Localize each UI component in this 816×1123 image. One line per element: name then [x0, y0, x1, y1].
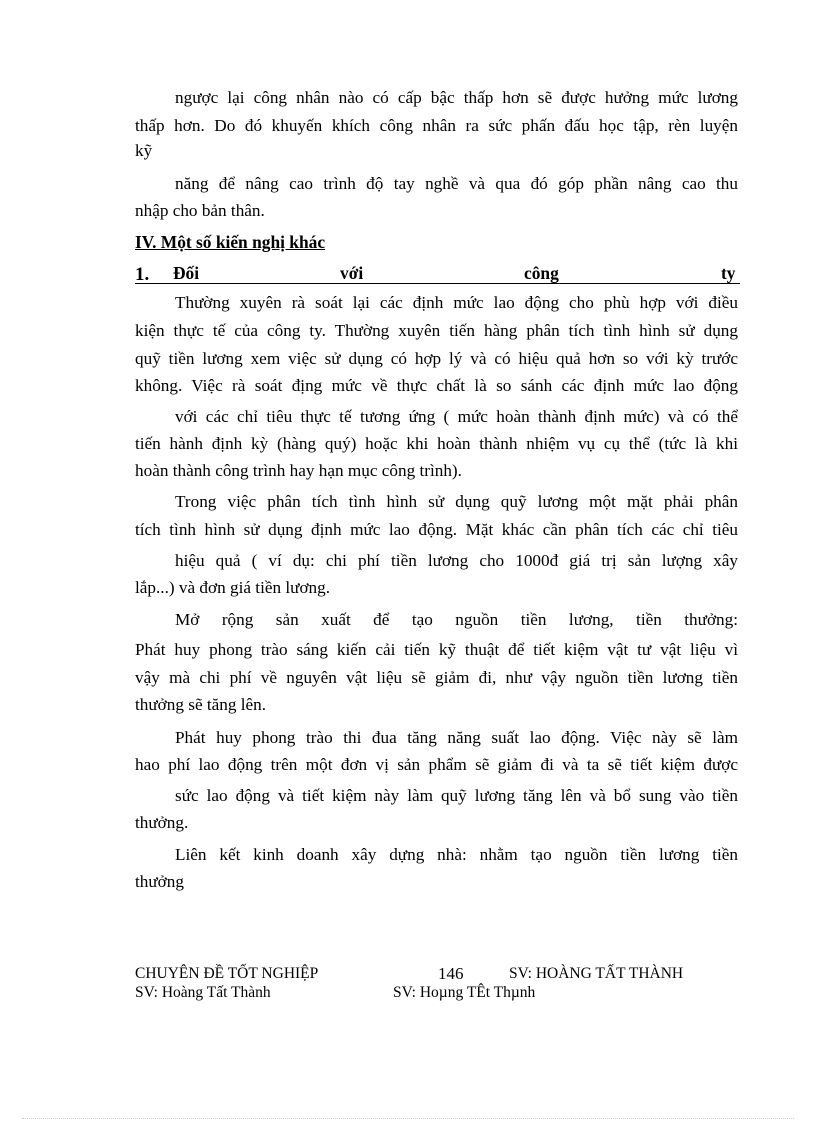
- text-line: Thường xuyên rà soát lại các định mức lao động cho phù hợp với điều: [175, 293, 738, 312]
- text-line: sức lao động và tiết kiệm này làm quỹ lương tăng lên và bổ sung vào tiền: [175, 786, 738, 805]
- text-line: hiệu quả ( ví dụ: chi phí tiền lương cho 1000đ giá trị sản lượng xây: [175, 551, 738, 570]
- text-line: Trong việc phân tích tình hình sử dụng quỹ lương một mặt phải phân: [175, 492, 738, 511]
- text-line: tiến hành định kỳ (hàng quý) hoặc khi hoàn thành nhiệm vụ cụ thể (tức là khi: [135, 434, 738, 453]
- section-heading: IV. Một số kiến nghị khác: [135, 232, 326, 252]
- subheading-word: công: [524, 263, 559, 283]
- footer-title: CHUYÊN ĐỀ TỐT NGHIỆP: [135, 965, 319, 982]
- text-line: thưởng sẽ tăng lên.: [135, 695, 267, 714]
- text-line: thưởng.: [135, 813, 189, 832]
- text-line: vậy mà chi phí về nguyên vật liệu sẽ giảm đi, như vậy nguồn tiền lương tiền: [135, 668, 738, 687]
- subheading-word: với: [340, 263, 364, 283]
- text-line: kiện thực tế của công ty. Thường xuyên tiến hàng phân tích tình hình sử dụng: [135, 321, 738, 340]
- text-line: kỹ: [135, 141, 153, 160]
- text-line: tích tình hình sử dụng định mức lao động. Mặt khác cần phân tích các chỉ tiêu: [135, 520, 738, 539]
- page-bottom-divider: [22, 1118, 794, 1119]
- text-line: thưởng: [135, 872, 184, 891]
- text-line: ngược lại công nhân nào có cấp bậc thấp hơn sẽ được hưởng mức lương: [175, 88, 738, 107]
- text-line: Phát huy phong trào thi đua tăng năng suất lao động. Việc này sẽ làm: [175, 728, 738, 747]
- footer-author-legacy: SV: Hoµng TÊt Thµnh: [393, 984, 536, 1001]
- subheading-word: Đối: [173, 263, 200, 283]
- text-line: quỹ tiền lương xem việc sử dụng có hợp lý và có hiệu quả hơn so với kỳ trước: [135, 349, 738, 368]
- text-line: hao phí lao động trên một đơn vị sản phẩm sẽ giảm đi và ta sẽ tiết kiệm được: [135, 755, 738, 774]
- subheading: [135, 263, 740, 284]
- text-line: với các chỉ tiêu thực tế tương ứng ( mức hoàn thành định mức) và có thể: [175, 407, 738, 426]
- text-line: năng để nâng cao trình độ tay nghề và qua đó góp phần nâng cao thu: [175, 174, 738, 193]
- text-line: Mở rộng sản xuất để tạo nguồn tiền lương, tiền thưởng:: [175, 610, 738, 629]
- footer-author-upper: SV: HOÀNG TẤT THÀNH: [509, 965, 684, 982]
- text-line: không. Việc rà soát địng mức về thực chất là so sánh các định mức lao động: [135, 376, 738, 395]
- subheading-word: ty: [721, 263, 736, 283]
- text-line: hoàn thành công trình hay hạn mục công trình).: [135, 461, 462, 480]
- text-line: thấp hơn. Do đó khuyến khích công nhân ra sức phấn đấu học tập, rèn luyện: [135, 116, 738, 135]
- text-line: lắp...) và đơn giá tiền lương.: [135, 578, 331, 597]
- subheading-number: 1.: [135, 264, 150, 285]
- page-number: 146: [438, 964, 464, 983]
- footer-author: SV: Hoàng Tất Thành: [135, 984, 271, 1001]
- text-line: Liên kết kinh doanh xây dựng nhà: nhằm tạo nguồn tiền lương tiền: [175, 845, 738, 864]
- text-line: nhập cho bản thân.: [135, 201, 265, 220]
- text-line: Phát huy phong trào sáng kiến cải tiến kỹ thuật để tiết kiệm vật tư vật liệu vì: [135, 640, 738, 659]
